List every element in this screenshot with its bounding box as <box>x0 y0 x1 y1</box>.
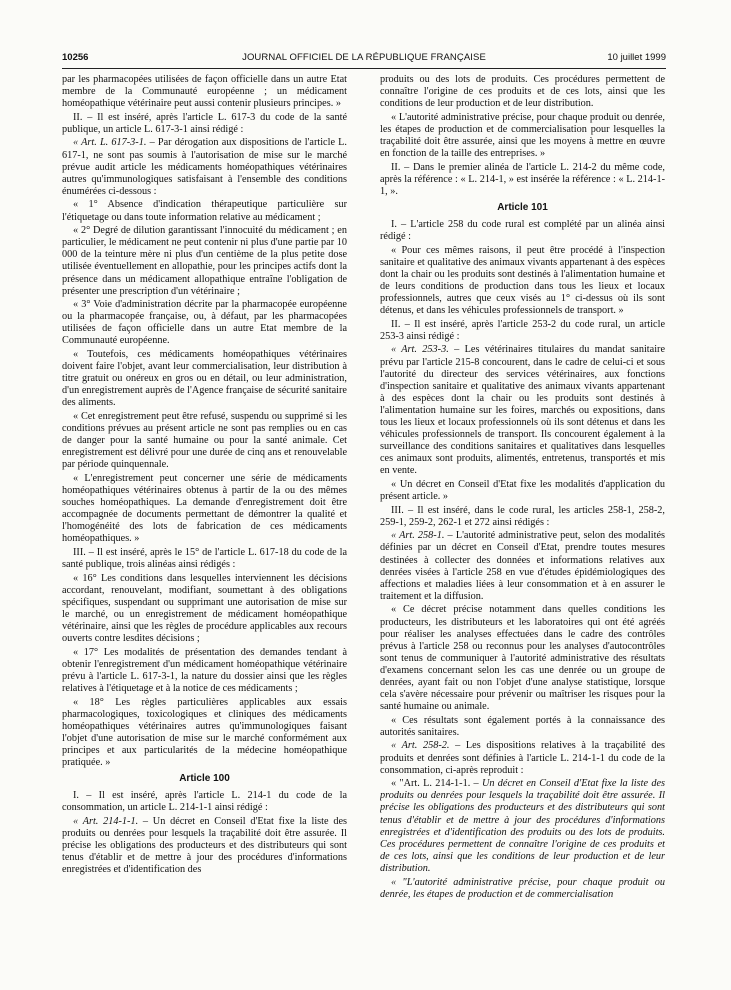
paragraph: « 16° Les conditions dans lesquelles interviennent les décisions accordant, renouvelant, modifiant, soumettant à des obligations spécifiques, suspendant ou supprimant une autorisation de mise sur le marché, ou un enregistrement de médicament homéopathique vétérinaire, ainsi que les règles de procédure applicables aux recours ouverts contre lesdites décisions ; <box>62 572 347 645</box>
paragraph: « 3° Voie d'administration décrite par la pharmacopée européenne ou la pharmacopée française, ou, à défaut, par les pharmacopées utilisées de façon officielle dans un autre Etat membre de la Communauté européenne. <box>62 299 347 347</box>
header-rule <box>62 68 666 69</box>
paragraph: « 1° Absence d'indication thérapeutique particulière sur l'étiquetage ou dans toute information relative au médicament ; <box>62 199 347 223</box>
paragraph: « "L'autorité administrative précise, pour chaque produit ou denrée, les étapes de production et de commercialisation <box>380 876 665 900</box>
page-header <box>62 52 666 66</box>
paragraph: par les pharmacopées utilisées de façon officielle dans un autre Etat membre de la Communauté européenne ; un médicament homéopathique vétérinaire peut aussi contenir plusieurs principes. » <box>62 74 347 110</box>
paragraph: « Ce décret précise notamment dans quelles conditions les producteurs, les distributeurs et les laboratoires qui ont été agréés pour réaliser les analyses effectuées dans le cadre des contrôles prévus à l'article 258 ou reconnus pour les analyses d'autocontrôles sont tenus de communiquer à l'autorité administrative des résultats d'examens concernant selon les cas une denrée ou un groupe de denrées, ayant fait ou non l'objet d'une analyse statistique, lorsque cela s'avère nécessaire pour prévenir ou maîtriser les risques pour la santé humaine ou animale. <box>380 604 665 713</box>
article-reference: « Art. 258-1. <box>391 530 445 542</box>
article-reference: « Art. 253-3. <box>391 344 449 356</box>
article-reference: « Art. 258-2. <box>391 740 450 752</box>
paragraph: « Art. 258-1. – L'autorité administrative peut, selon des modalités définies par un décret en Conseil d'Etat, prendre toutes mesures destinées à collecter des données et informations relatives aux denrées visées à l'article 258 en vue d'études épidémiologiques des affections et maladies liées à leur consommation et à en assurer le traitement et la diffusion. <box>380 530 665 602</box>
paragraph: « 17° Les modalités de présentation des demandes tendant à obtenir l'enregistrement d'un médicament homéopathique vétérinaire prévu à l'article L. 617-3-1, la nature du dossier ainsi que les règles relatives à l'étiquetage et à la notice de ces médicaments ; <box>62 646 347 695</box>
paragraph: « L'enregistrement peut concerner une série de médicaments homéopathiques vétérinaires obtenus à partir de la ou des mêmes souches homéopathiques. La demande d'enregistrement doit être accompagnée de documents permettant de démontrer la qualité et l'homogénéité des lots de fabrication de ces médicaments homéopathiques. » <box>62 473 347 545</box>
paragraph: « Art. 253-3. – Les vétérinaires titulaires du mandat sanitaire prévu par l'article 215-8 concourent, dans le cadre de celui-ci et sous l'autorité du directeur des services vétérinaires, aux fonctions d'inspection sanitaire et qualitative des animaux vivants appartenant à des espèces dont la chair ou les produits sont destinés à l'alimentation humaine sur les foires, marchés ou expositions, dans tous les lieux et locaux professionnels où ils sont détenus et dans les véhicules professionnels de transport. Ils concourent également à la surveillance des conditions sanitaires et qualitatives dans lesquelles ces animaux sont produits, alimentés, entretenus, transportés et mis en vente. <box>380 344 665 477</box>
paragraph: « Art. 214-1-1. – Un décret en Conseil d'Etat fixe la liste des produits ou denrées pour lesquels la traçabilité doit être assurée. Il précise les obligations des producteurs et des distributeurs qui sont tenus d'établir et de mettre à jour des procédures d'informations enregistrées et d'identification des <box>62 816 347 876</box>
paragraph: « 18° Les règles particulières applicables aux essais pharmacologiques, toxicologiques et cliniques des médicaments homéopathiques vétérinaires autres qu'immunologiques faisant l'objet d'une autorisation de mise sur le marché conformément aux principes et aux particularités de la médecine homéopathique pratiquée. » <box>62 696 347 769</box>
article-heading: Article 101 <box>497 201 548 213</box>
article-heading: Article 100 <box>179 773 230 785</box>
paragraph: « Pour ces mêmes raisons, il peut être procédé à l'inspection sanitaire et qualitative des animaux vivants appartenant à des espèces dont la chair ou les produits sont destinés à l'alimentation humaine et de leurs conditions de production dans tous les lieux et locaux professionnels, autres que ceux visés au 1° ci-dessus où ils sont détenus, et dans les véhicules professionnels de transport. » <box>380 244 665 317</box>
left-column <box>62 74 347 974</box>
article-reference: « Art. 214-1-1. <box>73 816 139 828</box>
paragraph: produits ou des lots de produits. Ces procédures permettent de connaître l'origine de ces produits et de ces lots, ainsi que les conditions de leur production et de leur distribution. <box>380 74 665 110</box>
journal-title: JOURNAL OFFICIEL DE LA RÉPUBLIQUE FRANÇAISE <box>242 52 486 63</box>
paragraph: « Un décret en Conseil d'Etat fixe les modalités d'application du présent article. » <box>380 479 665 503</box>
publication-date: 10 juillet 1999 <box>607 52 666 63</box>
paragraph: « L'autorité administrative précise, pour chaque produit ou denrée, les étapes de production et de commercialisation pour lesquelles la traçabilité doit être assurée, ainsi que les moyens à mettre en œuvre en fonction de la taille des entreprises. » <box>380 111 665 160</box>
paragraph: II. – Dans le premier alinéa de l'article L. 214-2 du même code, après la référence : « L. 214-1, » est insérée la référence : « L. 214-1-1, ». <box>380 161 665 197</box>
paragraph: II. – Il est inséré, après l'article 253-2 du code rural, un article 253-3 ainsi rédigé : <box>380 318 665 342</box>
paragraph: III. – Il est inséré, après le 15° de l'article L. 617-18 du code de la santé publique, trois alinéas ainsi rédigés : <box>62 547 347 571</box>
article-reference: « Art. L. 617-3-1. <box>73 137 147 149</box>
paragraph: « Ces résultats sont également portés à la connaissance des autorités sanitaires. <box>380 714 665 738</box>
paragraph: « 2° Degré de dilution garantissant l'innocuité du médicament ; en particulier, le médicament ne peut contenir ni plus d'une partie par 10 000 de la teinture mère ni plus d'un centième de la plus petite dose utilisée éventuellement en allopathie, pour les principes actifs dont la présence dans un médicament allopathique entraîne l'obligation de présenter une prescription d'un vétérinaire ; <box>62 225 347 297</box>
paragraph: « Art. 258-2. – Les dispositions relatives à la traçabilité des produits et denrées sont définies à l'article L. 214-1-1 du code de la consommation, ci-après reproduit : <box>380 740 665 776</box>
paragraph: « Toutefois, ces médicaments homéopathiques vétérinaires doivent faire l'objet, avant leur commercialisation, leur distribution à titre gratuit ou onéreux en gros ou en détail, ou leur administration, d'un enregistrement auprès de l'Agence française de sécurité sanitaire des aliments. <box>62 349 347 409</box>
paragraph: « Art. L. 617-3-1. – Par dérogation aux dispositions de l'article L. 617-1, ne sont pas soumis à l'autorisation de mise sur le marché prévue audit article les médicaments homéopathiques vétérinaires autres qu'immunologiques satisfaisant à l'ensemble des conditions énumérées ci-dessous : <box>62 137 347 197</box>
paragraph: II. – Il est inséré, après l'article L. 617-3 du code de la santé publique, un article L. 617-3-1 ainsi rédigé : <box>62 111 347 135</box>
paragraph: III. – Il est inséré, dans le code rural, les articles 258-1, 258-2, 259-1, 259-2, 262-1 et 272 ainsi rédigés : <box>380 504 665 528</box>
page-number: 10256 <box>62 52 89 63</box>
paragraph: I. – L'article 258 du code rural est complété par un alinéa ainsi rédigé : <box>380 219 665 243</box>
paragraph: I. – Il est inséré, après l'article L. 214-1 du code de la consommation, un article L. 214-1-1 ainsi rédigé : <box>62 790 347 814</box>
article-reference: « "Art. L. 214-1-1. – <box>391 778 479 790</box>
paragraph: « Cet enregistrement peut être refusé, suspendu ou supprimé si les conditions prévues au présent article ne sont pas remplies ou en cas de danger pour la santé humaine ou pour la santé animale. Cet enregistrement est délivré pour une durée de cinq ans et renouvelable par période quinquennale. <box>62 411 347 471</box>
right-column <box>380 74 665 974</box>
paragraph: « "Art. L. 214-1-1. – Un décret en Conseil d'Etat fixe la liste des produits ou denrées pour lesquels la traçabilité doit être assurée. Il précise les obligations des producteurs et des distributeurs qui sont tenus d'établir et de mettre à jour des procédures d'informations enregistrées et d'identification des produits ou des lots de produits. Ces procédures permettent de connaître l'origine de ces produits et de ces lots, ainsi que les conditions de leur production et de leur distribution. <box>380 778 665 874</box>
